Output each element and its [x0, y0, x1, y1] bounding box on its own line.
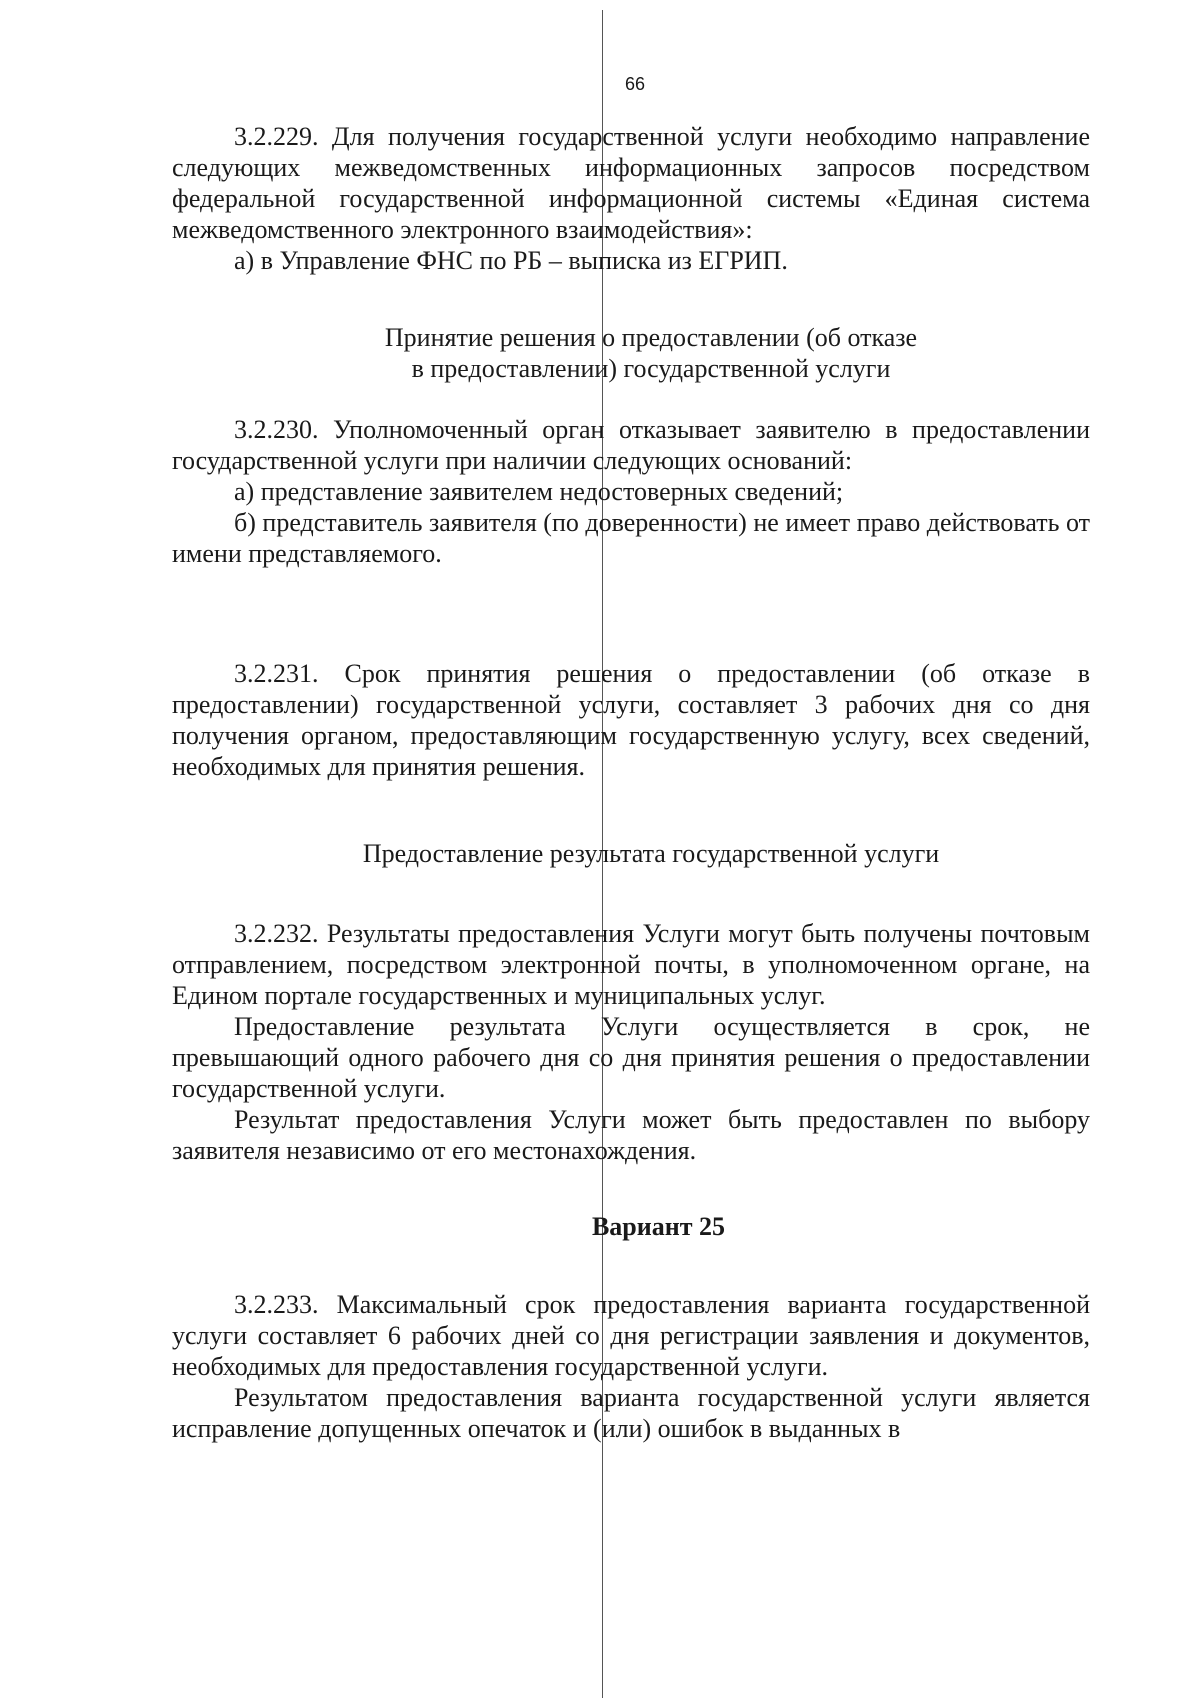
heading-decision-line-2: в предоставлении) государственной услуги: [411, 354, 891, 383]
list-item-229-a: а) в Управление ФНС по РБ – выписка из ЕГРИП.: [234, 246, 788, 275]
heading-decision-line-1: Принятие решения о предоставлении (об отказе: [384, 323, 918, 352]
list-item-230-a: а) представление заявителем недостоверных сведений;: [234, 477, 844, 506]
paragraph-3-2-231: 3.2.231. Срок принятия решения о предоставлении (об отказе в предоставлении) государственной услуги, составляет 3 рабочих дня со дня получения органом, предоставляющим государственную услугу, всех сведений, необходимых для принятия решения.: [172, 659, 1090, 781]
section-3-2-231: [172, 658, 1090, 782]
paragraph-3-2-233: 3.2.233. Максимальный срок предоставления варианта государственной услуги составляет 6 рабочих дней со дня регистрации заявления и документов, необходимых для предоставления государственной услуги.: [172, 1290, 1090, 1381]
paragraph-3-2-233-result: Результатом предоставления варианта государственной услуги является исправление допущенных опечаток и (или) ошибок в выданных в: [172, 1383, 1090, 1443]
page-number: 66: [624, 74, 646, 94]
heading-variant: [172, 1211, 1090, 1242]
paragraph-3-2-232-choice: Результат предоставления Услуги может быть предоставлен по выбору заявителя независимо от его местонахождения.: [172, 1105, 1090, 1165]
paragraph-3-2-229: 3.2.229. Для получения государственной услуги необходимо направление следующих межведомственных информационных запросов посредством федеральной государственной информационной системы «Единая система межведомственного электронного взаимодействия»:: [172, 122, 1090, 244]
list-item-230-b: б) представитель заявителя (по доверенности) не имеет право действовать от имени представляемого.: [172, 508, 1090, 568]
heading-result: [172, 838, 1090, 869]
section-3-2-232: [172, 918, 1090, 1166]
section-3-2-233: [172, 1289, 1090, 1444]
heading-variant-25: Вариант 25: [591, 1212, 726, 1241]
section-3-2-229: [172, 121, 1090, 276]
paragraph-3-2-232-term: Предоставление результата Услуги осуществляется в срок, не превышающий одного рабочего дня со дня принятия решения о предоставлении государственной услуги.: [172, 1012, 1090, 1103]
section-3-2-230: [172, 414, 1090, 569]
heading-result-text: Предоставление результата государственной услуги: [362, 839, 940, 868]
paragraph-3-2-230: 3.2.230. Уполномоченный орган отказывает заявителю в предоставлении государственной услуги при наличии следующих оснований:: [172, 415, 1090, 475]
paragraph-3-2-232: 3.2.232. Результаты предоставления Услуги могут быть получены почтовым отправлением, посредством электронной почты, в уполномоченном органе, на Едином портале государственных и муниципальных услуг.: [172, 919, 1090, 1010]
heading-decision: [172, 322, 1090, 384]
